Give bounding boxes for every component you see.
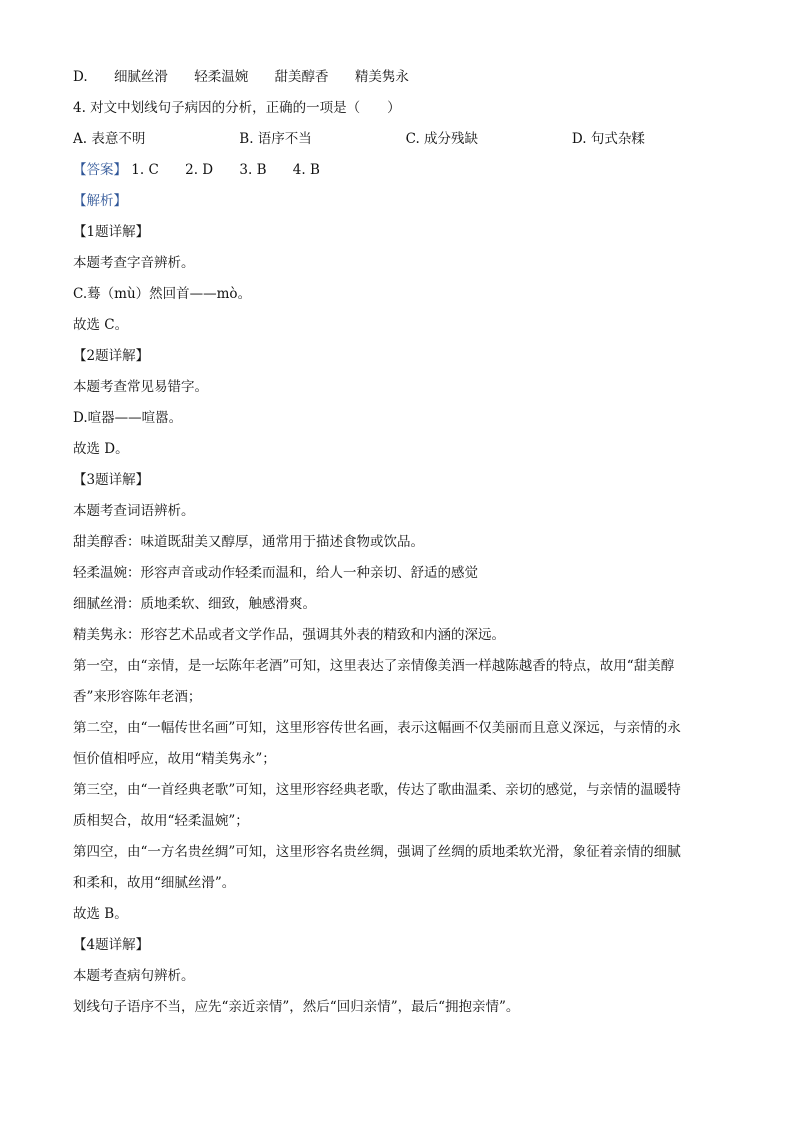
q3-line: 精美隽永：形容艺术品或者文学作品，强调其外表的精致和内涵的深远。 <box>73 627 505 643</box>
q4-line: 划线句子语序不当，应先“亲近亲情”，然后“回归亲情”，最后“拥抱亲情”。 <box>73 999 520 1015</box>
answer-row <box>73 155 723 186</box>
q4-option-d: D. 句式杂糅 <box>571 131 645 147</box>
option-item: 细腻丝滑 <box>113 69 168 85</box>
q2-heading: 【2题详解】 <box>73 348 150 364</box>
q4-option-a: A. 表意不明 <box>73 131 146 147</box>
answer-item: 1. C <box>131 162 159 178</box>
option-item: 甜美醇香 <box>274 69 329 85</box>
q4-options <box>73 124 723 155</box>
q1-line: 故选 C。 <box>73 317 129 333</box>
answer-item: 4. B <box>292 162 320 178</box>
q3-line: 细腻丝滑：质地柔软、细致，触感滑爽。 <box>73 596 316 612</box>
q4-line: 本题考查病句辨析。 <box>73 968 195 984</box>
q3-para4-line2: 和柔和，故用“细腻丝滑”。 <box>73 875 236 891</box>
option-letter: D. <box>73 69 88 85</box>
q3-line: 轻柔温婉：形容声音或动作轻柔而温和，给人一种亲切、舒适的感觉 <box>73 565 478 581</box>
q3-para2-line2: 恒价值相呼应，故用“精美隽永”； <box>73 751 276 767</box>
document-page <box>73 62 723 1023</box>
q3-option-d <box>73 62 723 93</box>
q2-line: 故选 D。 <box>73 441 129 457</box>
q4-option-c: C. 成分残缺 <box>405 131 479 147</box>
option-item: 轻柔温婉 <box>194 69 249 85</box>
q1-line: C.蓦（mù）然回首——mò。 <box>73 286 252 302</box>
q3-para4-line1: 第四空，由“一方名贵丝绸”可知，这里形容名贵丝绸，强调了丝绸的质地柔软光滑，象征着亲情的细腻 <box>73 844 681 860</box>
answer-label: 【答案】 <box>73 162 127 178</box>
option-item: 精美隽永 <box>354 69 409 85</box>
answer-item: 2. D <box>185 162 214 178</box>
q3-conclusion: 故选 B。 <box>73 906 128 922</box>
q3-para2-line1: 第二空，由“一幅传世名画”可知，这里形容传世名画，表示这幅画不仅美丽而且意义深远，与亲情的永 <box>73 720 681 736</box>
q3-para3-line1: 第三空，由“一首经典老歌”可知，这里形容经典老歌，传达了歌曲温柔、亲切的感觉，与亲情的温暖特 <box>73 782 681 798</box>
q3-line: 甜美醇香：味道既甜美又醇厚，通常用于描述食物或饮品。 <box>73 534 424 550</box>
q3-para1-line2: 香”来形容陈年老酒； <box>73 689 202 705</box>
answer-item: 3. B <box>239 162 267 178</box>
q2-line: D.喧器——喧嚣。 <box>73 410 183 426</box>
q1-line: 本题考查字音辨析。 <box>73 255 195 271</box>
q4-option-b: B. 语序不当 <box>239 131 312 147</box>
q3-para3-line2: 质相契合，故用“轻柔温婉”； <box>73 813 249 829</box>
q4-stem: 4. 对文中划线句子病因的分析，正确的一项是（ ） <box>73 100 401 116</box>
q3-para1-line1: 第一空，由“亲情，是一坛陈年老酒”可知，这里表达了亲情像美酒一样越陈越香的特点，故用“甜美醇 <box>73 658 675 674</box>
q3-line: 本题考查词语辨析。 <box>73 503 195 519</box>
q3-heading: 【3题详解】 <box>73 472 150 488</box>
q4-heading: 【4题详解】 <box>73 937 150 953</box>
analysis-label: 【解析】 <box>73 193 127 209</box>
q1-heading: 【1题详解】 <box>73 224 150 240</box>
q2-line: 本题考查常见易错字。 <box>73 379 208 395</box>
